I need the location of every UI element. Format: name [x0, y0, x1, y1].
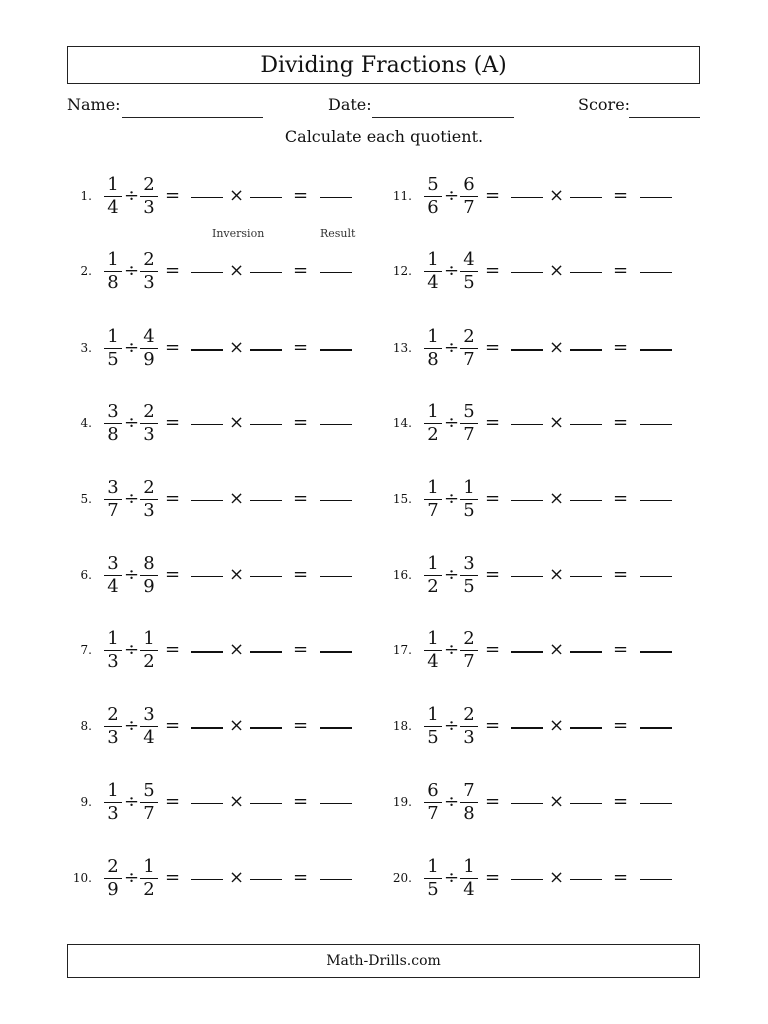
times-sign: ×	[229, 488, 245, 509]
result-blank[interactable]	[640, 803, 672, 804]
equals-sign: =	[613, 337, 629, 358]
divisor-fraction-numerator: 4	[463, 249, 475, 270]
divisor-fraction-denominator: 9	[143, 349, 155, 370]
dividend-fraction-numerator: 1	[427, 704, 439, 725]
result-blank[interactable]	[320, 651, 352, 653]
dividend-fraction-numerator: 3	[107, 401, 119, 422]
inversion-blank-left[interactable]	[511, 727, 543, 729]
result-blank[interactable]	[640, 197, 672, 198]
dividend-fraction	[104, 175, 122, 218]
equals-sign: =	[613, 260, 629, 281]
divisor-fraction-numerator: 4	[143, 326, 155, 347]
dividend-fraction	[104, 781, 122, 824]
divisor-fraction-denominator: 4	[143, 727, 155, 748]
inversion-blank-right[interactable]	[250, 272, 282, 273]
times-sign: ×	[549, 185, 565, 206]
dividend-fraction-denominator: 5	[427, 879, 439, 900]
inversion-blank-right[interactable]	[570, 727, 602, 729]
instructions: Calculate each quotient.	[284, 127, 484, 146]
equals-sign: =	[293, 337, 309, 358]
result-blank[interactable]	[320, 879, 352, 880]
divide-sign: ÷	[444, 564, 460, 585]
inversion-blank-right[interactable]	[250, 803, 282, 804]
equals-sign: =	[613, 867, 629, 888]
problem-number: 6.	[80, 568, 92, 582]
dividend-fraction	[104, 629, 122, 672]
inversion-blank-left[interactable]	[511, 424, 543, 425]
inversion-blank-left[interactable]	[511, 272, 543, 273]
equals-sign: =	[165, 564, 181, 585]
inversion-blank-right[interactable]	[570, 197, 602, 198]
inversion-blank-left[interactable]	[191, 349, 223, 351]
inversion-blank-left[interactable]	[191, 651, 223, 653]
dividend-fraction	[424, 175, 442, 218]
divisor-fraction-denominator: 5	[463, 272, 475, 293]
problem-number: 15.	[392, 492, 412, 506]
problem-number: 2.	[80, 264, 92, 278]
date-field[interactable]	[372, 117, 514, 118]
equals-sign: =	[293, 185, 309, 206]
divisor-fraction-denominator: 7	[463, 424, 475, 445]
equals-sign: =	[485, 564, 501, 585]
divisor-fraction-denominator: 3	[463, 727, 475, 748]
dividend-fraction-numerator: 6	[427, 780, 439, 801]
divisor-fraction-denominator: 2	[143, 879, 155, 900]
inversion-blank-left[interactable]	[511, 197, 543, 198]
divisor-fraction-denominator: 4	[463, 879, 475, 900]
equals-sign: =	[293, 867, 309, 888]
inversion-blank-right[interactable]	[250, 500, 282, 501]
divisor-fraction-denominator: 3	[143, 424, 155, 445]
problem-number: 1.	[80, 189, 92, 203]
equals-sign: =	[293, 791, 309, 812]
worksheet-title-box	[67, 46, 700, 84]
dividend-fraction-numerator: 3	[107, 553, 119, 574]
equals-sign: =	[293, 564, 309, 585]
divisor-fraction-denominator: 7	[143, 803, 155, 824]
equals-sign: =	[293, 639, 309, 660]
divisor-fraction-numerator: 1	[143, 856, 155, 877]
dividend-fraction	[424, 705, 442, 748]
equals-sign: =	[613, 639, 629, 660]
dividend-fraction-numerator: 1	[107, 780, 119, 801]
equals-sign: =	[293, 260, 309, 281]
dividend-fraction	[104, 250, 122, 293]
problem-number: 18.	[392, 719, 412, 733]
result-blank[interactable]	[320, 576, 352, 577]
dividend-fraction-numerator: 2	[107, 704, 119, 725]
equals-sign: =	[165, 715, 181, 736]
result-blank[interactable]	[320, 803, 352, 804]
dividend-fraction	[424, 402, 442, 445]
divisor-fraction-numerator: 2	[143, 477, 155, 498]
inversion-blank-left[interactable]	[191, 272, 223, 273]
times-sign: ×	[549, 564, 565, 585]
equals-sign: =	[293, 488, 309, 509]
equals-sign: =	[165, 412, 181, 433]
equals-sign: =	[485, 185, 501, 206]
divisor-fraction	[140, 327, 158, 370]
divisor-fraction-numerator: 7	[463, 780, 475, 801]
divisor-fraction	[140, 629, 158, 672]
dividend-fraction-denominator: 9	[107, 879, 119, 900]
divisor-fraction-denominator: 5	[463, 576, 475, 597]
result-blank[interactable]	[640, 500, 672, 501]
equals-sign: =	[485, 488, 501, 509]
dividend-fraction-numerator: 1	[427, 326, 439, 347]
divisor-fraction-numerator: 1	[463, 856, 475, 877]
times-sign: ×	[229, 639, 245, 660]
inversion-blank-left[interactable]	[191, 500, 223, 501]
divide-sign: ÷	[124, 715, 140, 736]
problem-number: 17.	[392, 643, 412, 657]
times-sign: ×	[229, 337, 245, 358]
divisor-fraction	[140, 554, 158, 597]
dividend-fraction	[104, 402, 122, 445]
inversion-blank-right[interactable]	[570, 500, 602, 501]
divisor-fraction	[460, 629, 478, 672]
equals-sign: =	[613, 791, 629, 812]
divisor-fraction-numerator: 3	[463, 553, 475, 574]
dividend-fraction-denominator: 2	[427, 424, 439, 445]
problem-number: 16.	[392, 568, 412, 582]
inversion-blank-left[interactable]	[511, 576, 543, 577]
equals-sign: =	[485, 867, 501, 888]
dividend-fraction-numerator: 1	[107, 174, 119, 195]
result-blank[interactable]	[320, 500, 352, 501]
dividend-fraction	[424, 857, 442, 900]
equals-sign: =	[485, 412, 501, 433]
inversion-blank-right[interactable]	[250, 879, 282, 880]
divide-sign: ÷	[444, 791, 460, 812]
dividend-fraction-numerator: 1	[107, 326, 119, 347]
inversion-blank-left[interactable]	[191, 727, 223, 729]
equals-sign: =	[613, 412, 629, 433]
divisor-fraction	[460, 857, 478, 900]
divisor-fraction-numerator: 2	[143, 249, 155, 270]
worksheet-title: Dividing Fractions (A)	[260, 52, 507, 78]
dividend-fraction-denominator: 8	[107, 424, 119, 445]
divisor-fraction-numerator: 1	[463, 477, 475, 498]
dividend-fraction	[424, 478, 442, 521]
dividend-fraction	[104, 327, 122, 370]
divisor-fraction-denominator: 8	[463, 803, 475, 824]
divisor-fraction	[140, 478, 158, 521]
equals-sign: =	[165, 791, 181, 812]
dividend-fraction-denominator: 4	[427, 272, 439, 293]
inversion-blank-right[interactable]	[570, 576, 602, 577]
equals-sign: =	[165, 867, 181, 888]
divide-sign: ÷	[124, 488, 140, 509]
dividend-fraction	[424, 554, 442, 597]
times-sign: ×	[549, 715, 565, 736]
inversion-blank-left[interactable]	[191, 879, 223, 880]
divide-sign: ÷	[444, 412, 460, 433]
divisor-fraction	[460, 402, 478, 445]
dividend-fraction-numerator: 5	[427, 174, 439, 195]
dividend-fraction-numerator: 1	[107, 628, 119, 649]
divide-sign: ÷	[444, 488, 460, 509]
inversion-blank-right[interactable]	[570, 803, 602, 804]
dividend-fraction-numerator: 3	[107, 477, 119, 498]
problem-number: 19.	[392, 795, 412, 809]
divisor-fraction-denominator: 9	[143, 576, 155, 597]
times-sign: ×	[549, 260, 565, 281]
divide-sign: ÷	[444, 715, 460, 736]
footer-text: Math-Drills.com	[326, 953, 441, 969]
divisor-fraction-numerator: 2	[143, 174, 155, 195]
dividend-fraction-denominator: 3	[107, 651, 119, 672]
times-sign: ×	[549, 412, 565, 433]
divide-sign: ÷	[124, 639, 140, 660]
result-blank[interactable]	[320, 349, 352, 351]
result-blank[interactable]	[640, 424, 672, 425]
dividend-fraction-numerator: 1	[427, 553, 439, 574]
result-blank[interactable]	[320, 197, 352, 198]
times-sign: ×	[229, 185, 245, 206]
times-sign: ×	[549, 867, 565, 888]
divide-sign: ÷	[124, 791, 140, 812]
score-field[interactable]	[629, 117, 700, 118]
divide-sign: ÷	[124, 412, 140, 433]
result-blank[interactable]	[320, 727, 352, 729]
equals-sign: =	[485, 260, 501, 281]
result-blank[interactable]	[640, 651, 672, 653]
dividend-fraction-denominator: 5	[427, 727, 439, 748]
equals-sign: =	[485, 337, 501, 358]
equals-sign: =	[293, 715, 309, 736]
divide-sign: ÷	[124, 564, 140, 585]
divisor-fraction	[460, 175, 478, 218]
result-blank[interactable]	[640, 727, 672, 729]
divide-sign: ÷	[444, 867, 460, 888]
divisor-fraction	[460, 327, 478, 370]
inversion-blank-right[interactable]	[570, 424, 602, 425]
name-label: Name:	[67, 95, 121, 114]
inversion-blank-right[interactable]	[250, 349, 282, 351]
inversion-blank-right[interactable]	[570, 272, 602, 273]
dividend-fraction-numerator: 1	[427, 401, 439, 422]
equals-sign: =	[165, 639, 181, 660]
times-sign: ×	[229, 260, 245, 281]
divisor-fraction	[460, 781, 478, 824]
divisor-fraction-denominator: 3	[143, 197, 155, 218]
divide-sign: ÷	[444, 185, 460, 206]
divisor-fraction-numerator: 2	[463, 704, 475, 725]
dividend-fraction-denominator: 8	[427, 349, 439, 370]
dividend-fraction-denominator: 5	[107, 349, 119, 370]
divisor-fraction-numerator: 2	[463, 628, 475, 649]
dividend-fraction	[104, 478, 122, 521]
inversion-blank-right[interactable]	[250, 424, 282, 425]
date-label: Date:	[328, 95, 372, 114]
divisor-fraction	[460, 250, 478, 293]
result-blank[interactable]	[640, 576, 672, 577]
inversion-blank-right[interactable]	[250, 576, 282, 577]
divisor-fraction-numerator: 6	[463, 174, 475, 195]
dividend-fraction-denominator: 2	[427, 576, 439, 597]
equals-sign: =	[485, 791, 501, 812]
result-blank[interactable]	[640, 879, 672, 880]
equals-sign: =	[165, 260, 181, 281]
dividend-fraction-denominator: 7	[427, 803, 439, 824]
divisor-fraction-numerator: 2	[143, 401, 155, 422]
inversion-blank-right[interactable]	[250, 197, 282, 198]
divide-sign: ÷	[124, 867, 140, 888]
result-blank[interactable]	[320, 272, 352, 273]
dividend-fraction-denominator: 3	[107, 727, 119, 748]
dividend-fraction-denominator: 4	[427, 651, 439, 672]
inversion-blank-right[interactable]	[570, 651, 602, 653]
equals-sign: =	[613, 488, 629, 509]
dividend-fraction-numerator: 1	[427, 477, 439, 498]
equals-sign: =	[165, 488, 181, 509]
divide-sign: ÷	[124, 185, 140, 206]
times-sign: ×	[229, 412, 245, 433]
dividend-fraction	[424, 250, 442, 293]
dividend-fraction	[424, 629, 442, 672]
divide-sign: ÷	[444, 337, 460, 358]
equals-sign: =	[485, 639, 501, 660]
result-hint: Result	[320, 227, 356, 240]
divisor-fraction-denominator: 3	[143, 272, 155, 293]
problem-number: 11.	[392, 189, 412, 203]
dividend-fraction-denominator: 8	[107, 272, 119, 293]
inversion-blank-right[interactable]	[250, 727, 282, 729]
divisor-fraction	[460, 705, 478, 748]
equals-sign: =	[613, 564, 629, 585]
divide-sign: ÷	[124, 260, 140, 281]
dividend-fraction-numerator: 1	[427, 628, 439, 649]
inversion-blank-left[interactable]	[511, 651, 543, 653]
divide-sign: ÷	[444, 639, 460, 660]
inversion-blank-left[interactable]	[191, 424, 223, 425]
inversion-blank-left[interactable]	[191, 803, 223, 804]
divisor-fraction	[140, 781, 158, 824]
equals-sign: =	[165, 185, 181, 206]
dividend-fraction-numerator: 2	[107, 856, 119, 877]
result-blank[interactable]	[640, 272, 672, 273]
times-sign: ×	[549, 337, 565, 358]
dividend-fraction-numerator: 1	[427, 249, 439, 270]
divisor-fraction	[140, 250, 158, 293]
problem-number: 4.	[80, 416, 92, 430]
times-sign: ×	[549, 791, 565, 812]
problem-number: 13.	[392, 341, 412, 355]
problem-number: 5.	[80, 492, 92, 506]
times-sign: ×	[229, 867, 245, 888]
footer-box	[67, 944, 700, 978]
inversion-blank-left[interactable]	[511, 349, 543, 351]
inversion-blank-left[interactable]	[191, 576, 223, 577]
score-label: Score:	[578, 95, 631, 114]
problem-number: 12.	[392, 264, 412, 278]
times-sign: ×	[549, 639, 565, 660]
inversion-blank-right[interactable]	[250, 651, 282, 653]
divisor-fraction-denominator: 3	[143, 500, 155, 521]
equals-sign: =	[485, 715, 501, 736]
equals-sign: =	[293, 412, 309, 433]
dividend-fraction-denominator: 6	[427, 197, 439, 218]
inversion-hint: Inversion	[212, 227, 265, 240]
equals-sign: =	[613, 715, 629, 736]
problem-number: 20.	[392, 871, 412, 885]
inversion-blank-left[interactable]	[511, 500, 543, 501]
divisor-fraction	[140, 857, 158, 900]
dividend-fraction	[104, 554, 122, 597]
dividend-fraction	[424, 781, 442, 824]
divisor-fraction-denominator: 2	[143, 651, 155, 672]
dividend-fraction-denominator: 3	[107, 803, 119, 824]
inversion-blank-left[interactable]	[191, 197, 223, 198]
inversion-blank-right[interactable]	[570, 349, 602, 351]
problem-number: 14.	[392, 416, 412, 430]
inversion-blank-right[interactable]	[570, 879, 602, 880]
divisor-fraction-numerator: 8	[143, 553, 155, 574]
divisor-fraction-numerator: 1	[143, 628, 155, 649]
dividend-fraction	[104, 705, 122, 748]
divisor-fraction-numerator: 2	[463, 326, 475, 347]
dividend-fraction	[104, 857, 122, 900]
times-sign: ×	[549, 488, 565, 509]
dividend-fraction-denominator: 7	[427, 500, 439, 521]
result-blank[interactable]	[320, 424, 352, 425]
result-blank[interactable]	[640, 349, 672, 351]
divisor-fraction	[460, 554, 478, 597]
divide-sign: ÷	[444, 260, 460, 281]
dividend-fraction-denominator: 7	[107, 500, 119, 521]
inversion-blank-left[interactable]	[511, 803, 543, 804]
divisor-fraction-numerator: 5	[463, 401, 475, 422]
divisor-fraction	[460, 478, 478, 521]
divisor-fraction-numerator: 3	[143, 704, 155, 725]
times-sign: ×	[229, 564, 245, 585]
problem-number: 9.	[80, 795, 92, 809]
equals-sign: =	[613, 185, 629, 206]
dividend-fraction-numerator: 1	[107, 249, 119, 270]
dividend-fraction-denominator: 4	[107, 197, 119, 218]
dividend-fraction-numerator: 1	[427, 856, 439, 877]
divisor-fraction-denominator: 5	[463, 500, 475, 521]
dividend-fraction-denominator: 4	[107, 576, 119, 597]
divisor-fraction-denominator: 7	[463, 197, 475, 218]
dividend-fraction	[424, 327, 442, 370]
divisor-fraction	[140, 705, 158, 748]
divisor-fraction-numerator: 5	[143, 780, 155, 801]
times-sign: ×	[229, 791, 245, 812]
divisor-fraction-denominator: 7	[463, 349, 475, 370]
problem-number: 10.	[72, 871, 92, 885]
divisor-fraction	[140, 402, 158, 445]
times-sign: ×	[229, 715, 245, 736]
name-field[interactable]	[122, 117, 263, 118]
problem-number: 8.	[80, 719, 92, 733]
problem-number: 3.	[80, 341, 92, 355]
divide-sign: ÷	[124, 337, 140, 358]
divisor-fraction	[140, 175, 158, 218]
equals-sign: =	[165, 337, 181, 358]
problem-number: 7.	[80, 643, 92, 657]
inversion-blank-left[interactable]	[511, 879, 543, 880]
divisor-fraction-denominator: 7	[463, 651, 475, 672]
